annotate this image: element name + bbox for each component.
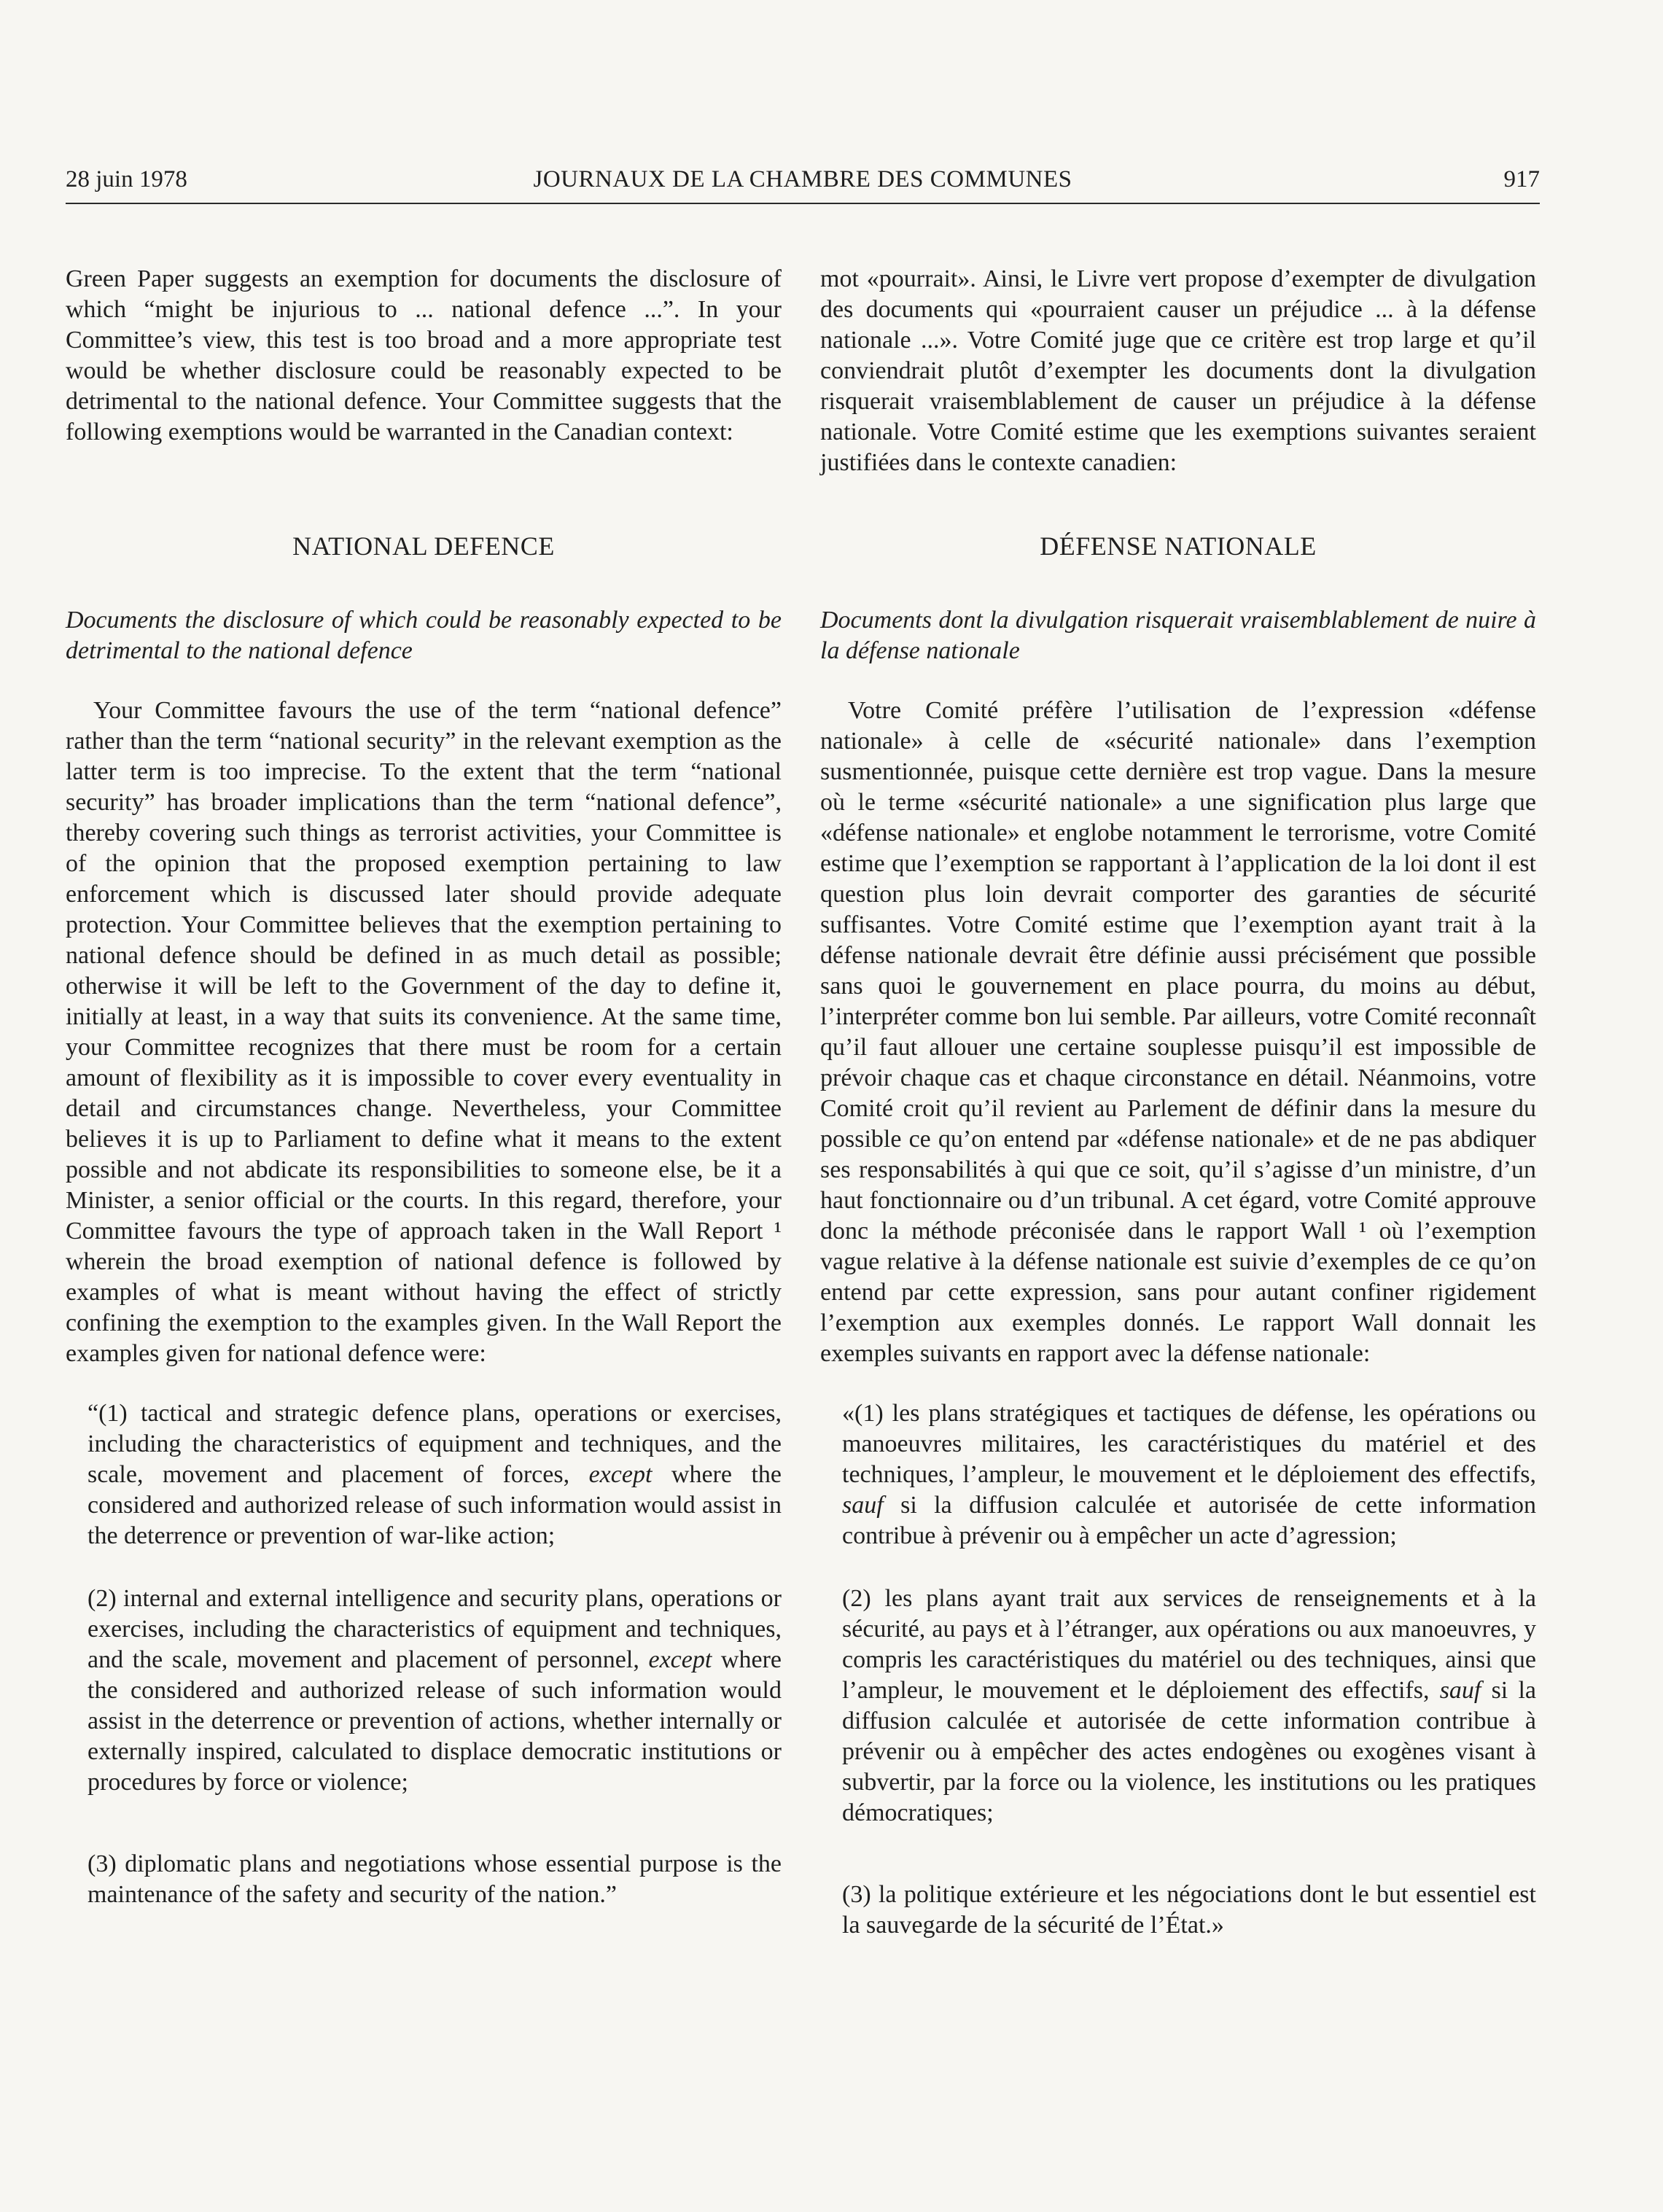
french-example-1-rest: si la diffusion calculée et autorisée de cette information contribue à prévenir ou à empêcher un acte d’agression;	[842, 1492, 1536, 1549]
french-example-1	[820, 1398, 1536, 1551]
english-example-1-rest: where the considered and authorized release of such information would assist in the deterrence or prevention of war-like action;	[87, 1461, 782, 1549]
english-example-3: (3) diplomatic plans and negotiations whose essential purpose is the maintenance of the safety and security of the nation.”	[87, 1850, 782, 1908]
english-column	[66, 264, 782, 1942]
french-example-1-text: «(1) les plans stratégiques et tactiques de défense, les opérations ou manoeuvres militaires, les caractéristiques du matériel et des techniques, l’ampleur, le mouvement et le déploiement des effectifs,	[842, 1400, 1536, 1488]
running-header	[66, 162, 1540, 204]
french-example-2-rest: si la diffusion calculée et autorisée de cette information contribue à prévenir ou à empêcher des actes endogènes ou exogènes visant à subvertir, par la force ou la violence, les institutions ou les pratiques démocratiques;	[842, 1677, 1536, 1826]
header-date: 28 juin 1978	[66, 166, 187, 192]
english-example-2-rest: where the considered and authorized release of such information would assist in the deterrence or prevention of actions, whether internally or externally inspired, calculated to displace democratic institutions or procedures by force or violence;	[87, 1646, 782, 1796]
french-body-paragraph: Votre Comité préfère l’utilisation de l’expression «défense nationale» à celle de «sécurité nationale» dans l’exemption susmentionnée, puisque cette dernière est trop vague. Dans la mesure où le terme «sécurité nationale» a une signification plus large que «défense nationale» et englobe notamment le terrorisme, votre Comité estime que l’exemption se rapportant à l’application de la loi dont il est question plus loin devrait comporter des garanties de sécurité suffisantes. Votre Comité estime que l’exemption ayant trait à la défense nationale devrait être définie aussi précisément que possible sans quoi le gouvernement en place pourra, du moins au début, l’interpréter comme bon lui semble. Par ailleurs, votre Comité reconnaît qu’il faut allouer une certaine souplesse puisqu’il est impossible de prévoir chaque cas et chaque circonstance en détail. Néanmoins, votre Comité croit qu’il revient au Parlement de définir dans la mesure du possible ce qu’on entend par «défense nationale» et de ne pas abdiquer ses responsabilités à qui que ce soit, qu’il s’agisse d’un ministre, d’un haut fonctionnaire ou d’un tribunal. A cet égard, votre Comité approuve donc la méthode préconisée dans le rapport Wall ¹ où l’exemption vague relative à la défense nationale est suivie d’exemples de ce qu’on entend par cette expression, sans pour autant confiner rigidement l’exemption aux exemples donnés. Le rapport Wall donnait les exemples suivants en rapport avec la défense nationale:	[820, 697, 1536, 1367]
english-example-1-emphasis: except	[588, 1461, 653, 1488]
french-example-1-emphasis: sauf	[842, 1492, 884, 1519]
french-intro-paragraph: mot «pourrait». Ainsi, le Livre vert propose d’exempter de divulgation des documents qui «pourraient causer un préjudice ... à la défense nationale ...». Votre Comité juge que ce critère est trop large et qu’il conviendrait plutôt d’exempter les documents dont la divulgation risquerait vraisemblablement de causer un préjudice à la défense nationale. Votre Comité estime que les exemptions suivantes seraient justifiées dans le contexte canadien:	[820, 265, 1536, 476]
english-section-heading: NATIONAL DEFENCE	[292, 531, 555, 561]
french-example-3: (3) la politique extérieure et les négociations dont le but essentiel est la sauvegarde de la sécurité de l’État.»	[842, 1881, 1536, 1939]
french-section-heading: DÉFENSE NATIONALE	[1040, 531, 1317, 561]
english-intro-paragraph: Green Paper suggests an exemption for documents the disclosure of which “might be injurious to ... national defence ...”. In your Committee’s view, this test is too broad and a more appropriate test would be whether disclosure could be reasonably expected to be detrimental to the national defence. Your Committee suggests that the following exemptions would be warranted in the Canadian context:	[66, 265, 782, 445]
french-section-subtitle: Documents dont la divulgation risquerait vraisemblablement de nuire à la défense nationale	[820, 607, 1536, 664]
english-example-2	[66, 1584, 782, 1798]
english-example-1-text: “(1) tactical and strategic defence plans, operations or exercises, including the characteristics of equipment and techniques, and the scale, movement and placement of forces,	[87, 1400, 782, 1488]
header-journal-title: JOURNAUX DE LA CHAMBRE DES COMMUNES	[533, 166, 1072, 192]
english-example-2-text: (2) internal and external intelligence and security plans, operations or exercises, including the characteristics of equipment and techniques, and the scale, movement and placement of personnel,	[87, 1585, 782, 1673]
english-body-paragraph: Your Committee favours the use of the term “national defence” rather than the term “national security” in the relevant exemption as the latter term is too imprecise. To the extent that the term “national security” has broader implications than the term “national defence”, thereby covering such things as terrorist activities, your Committee is of the opinion that the proposed exemption pertaining to law enforcement which is discussed later should provide adequate protection. Your Committee believes that the exemption pertaining to national defence should be defined in as much detail as possible; otherwise it will be left to the Government of the day to define it, initially at least, in a way that suits its convenience. At the same time, your Committee recognizes that there must be room for a certain amount of flexibility as it is impossible to cover every eventuality in detail and circumstances change. Nevertheless, your Committee believes it is up to Parliament to define what it means to the extent possible and not abdicate its responsibilities to someone else, be it a Minister, a senior official or the courts. In this regard, therefore, your Committee favours the type of approach taken in the Wall Report ¹ wherein the broad exemption of national defence is followed by examples of what is meant without having the effect of strictly confining the exemption to the examples given. In the Wall Report the examples given for national defence were:	[66, 697, 782, 1367]
english-example-1	[66, 1398, 782, 1551]
header-page-number: 917	[1503, 166, 1540, 192]
french-column	[820, 264, 1536, 1973]
french-example-2	[820, 1584, 1536, 1829]
french-example-2-text: (2) les plans ayant trait aux services de renseignements et à la sécurité, au pays et à l’étranger, aux opérations ou aux manoeuvres, y compris les caractéristiques du matériel ou des techniques, ainsi que l’ampleur, le mouvement et le déploiement des effectifs,	[842, 1585, 1536, 1704]
english-example-2-emphasis: except	[648, 1646, 712, 1673]
french-example-2-emphasis: sauf	[1439, 1677, 1481, 1704]
english-section-subtitle: Documents the disclosure of which could be reasonably expected to be detrimental to the national defence	[66, 607, 782, 664]
